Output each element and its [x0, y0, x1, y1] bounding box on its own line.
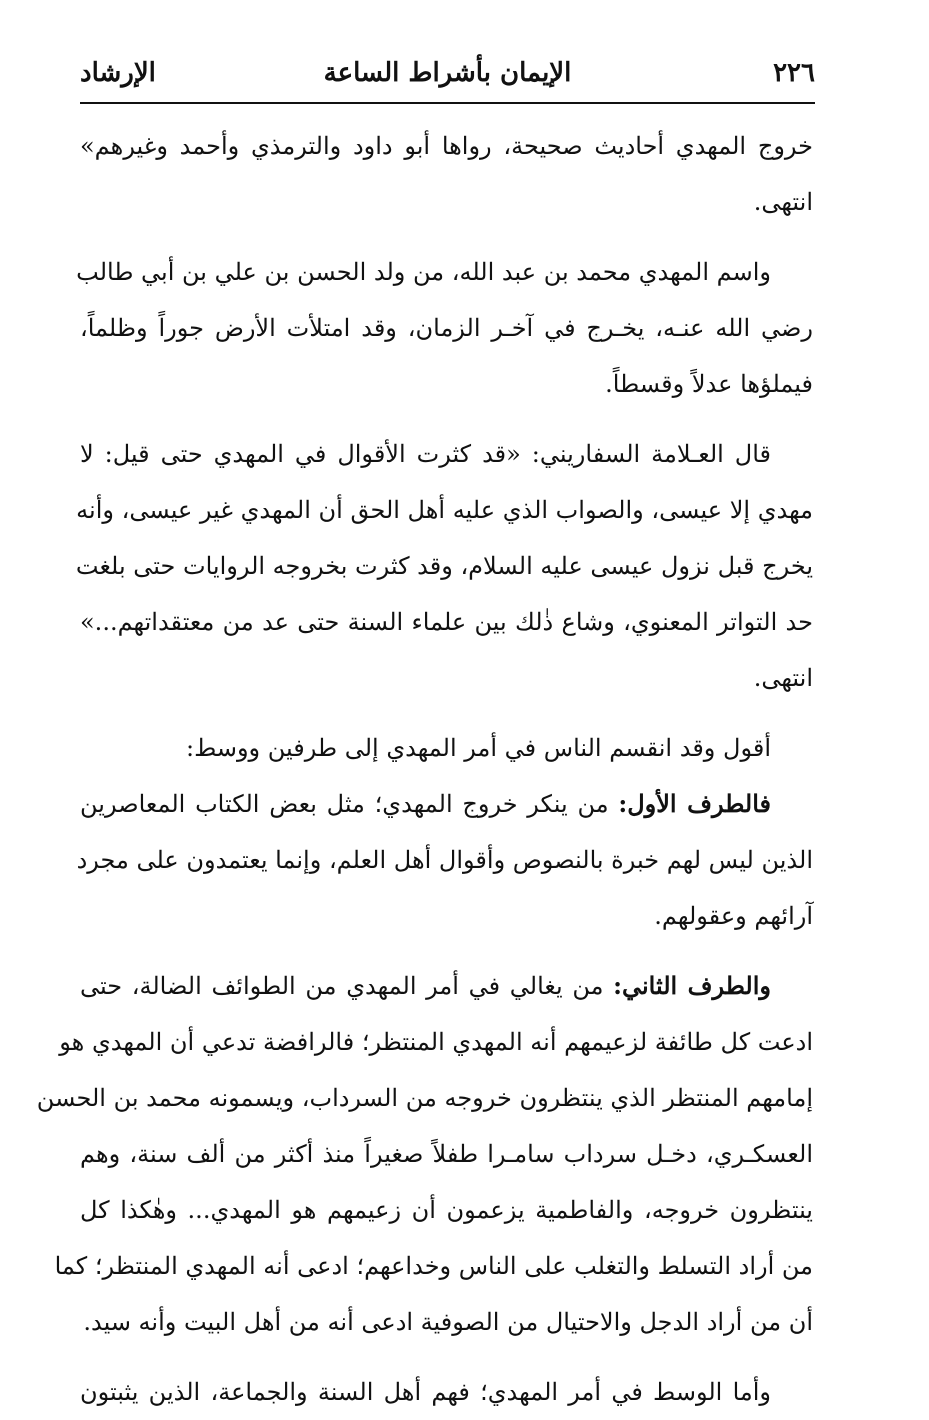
text-line: وأما الوسط في أمر المهدي؛ فهم أهل السنة والجماعة، الذين يثبتون — [80, 1378, 771, 1406]
paragraph-lead: فالطرف الأول: — [618, 789, 771, 818]
header-rule — [80, 102, 815, 104]
paragraph-lead: والطرف الثاني: — [613, 971, 771, 1000]
text-line: مهدي إلا عيسى، والصواب الذي عليه أهل الحق أن المهدي غير عيسى، وأنه — [76, 496, 813, 524]
paragraph — [36, 958, 813, 1350]
text-line: فيملؤها عدلاً وقسطاً. — [605, 370, 813, 398]
page-body — [36, 118, 813, 1420]
paragraph — [80, 118, 813, 230]
text-line: إمامهم المنتظر الذي ينتظرون خروجه من السرداب، ويسمونه محمد بن الحسن — [36, 1084, 813, 1112]
paragraph — [80, 1364, 813, 1420]
paragraph — [76, 776, 813, 944]
text-line — [80, 958, 813, 1014]
text-line: قال العـلامة السفاريني: «قد كثرت الأقوال في المهدي حتى قيل: لا — [80, 440, 771, 468]
section-title: الإرشاد — [80, 58, 156, 88]
text-line: انتهى. — [753, 188, 813, 216]
text-line: خروج المهدي أحاديث صحيحة، رواها أبو داود والترمذي وأحمد وغيرهم» — [80, 132, 813, 160]
text-line: الذين ليس لهم خبرة بالنصوص وأقوال أهل العلم، وإنما يعتمدون على مجرد — [76, 846, 813, 874]
text-line: رضي الله عنـه، يخـرج في آخـر الزمان، وقد امتلأت الأرض جوراً وظلماً، — [80, 314, 813, 342]
text-line: ينتظرون خروجه، والفاطمية يزعمون أن زعيمهم هو المهدي... وهٰكذا كل — [80, 1196, 813, 1224]
text-line: حد التواتر المعنوي، وشاع ذٰلك بين علماء السنة حتى عد من معتقداتهم...» — [80, 608, 813, 636]
text-line: يخرج قبل نزول عيسى عليه السلام، وقد كثرت بخروجه الروايات حتى بلغت — [75, 552, 813, 580]
page-number: ٢٢٦ — [773, 58, 815, 88]
text-line: انتهى. — [753, 664, 813, 692]
paragraph — [75, 426, 813, 706]
paragraph — [76, 244, 813, 412]
text-line: أن من أراد الدجل والاحتيال من الصوفية ادعى أنه من أهل البيت وأنه سيد. — [83, 1308, 813, 1336]
text-line: من أراد التسلط والتغلب على الناس وخداعهم؛ ادعى أنه المهدي المنتظر؛ كما — [54, 1252, 813, 1280]
text-line: ادعت كل طائفة لزعيمهم أنه المهدي المنتظر؛ فالرافضة تدعي أن المهدي هو — [59, 1028, 813, 1056]
text-line: واسم المهدي محمد بن عبد الله، من ولد الحسن بن علي بن أبي طالب — [76, 258, 771, 286]
text-line — [80, 776, 813, 832]
text-line: آرائهم وعقولهم. — [654, 902, 813, 930]
running-title: الإيمان بأشراط الساعة — [323, 58, 572, 88]
text-line: العسكـري، دخـل سرداب سامـرا طفلاً صغيراً منذ أكثر من ألف سنة، وهم — [80, 1140, 813, 1168]
page-header — [80, 56, 815, 96]
paragraph — [80, 720, 813, 776]
text-run: من يغالي في أمر المهدي من الطوائف الضالة، حتى — [80, 972, 614, 1000]
text-line: أقول وقد انقسم الناس في أمر المهدي إلى طرفين ووسط: — [185, 734, 771, 762]
text-run: من ينكر خروج المهدي؛ مثل بعض الكتاب المعاصرين — [80, 790, 619, 818]
